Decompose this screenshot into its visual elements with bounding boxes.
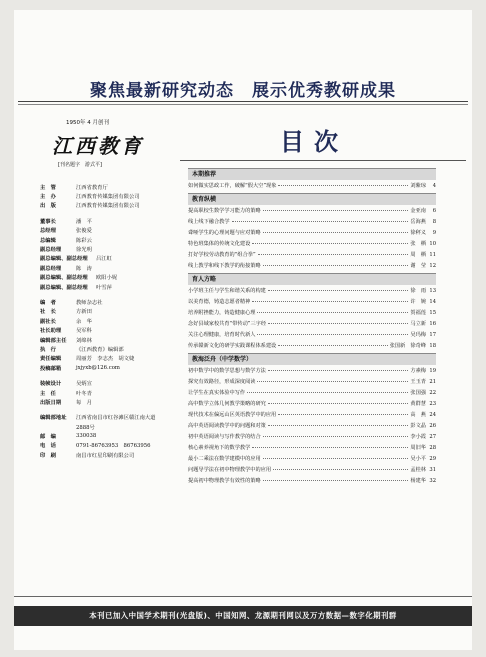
dot-leader [257,311,408,313]
dot-leader [247,391,408,393]
article-title: 特色班集体的传统文化建设 [188,241,251,247]
dot-leader [263,479,409,481]
page-number: 10 [429,240,436,247]
article-author: 高 燕 [410,412,426,418]
article-title: 念好县域家校共育“带传动”三字经 [188,321,267,327]
page-number: 17 [429,331,436,338]
article-title: 高中英语阅读教学中的问题和对策 [188,423,266,429]
toc-entry[interactable] [188,205,436,216]
article-author: 周旧华 [410,445,426,451]
staff-row [40,244,200,253]
staff-name: 刘绵林 [76,337,92,344]
page-number: 28 [429,444,436,451]
toc-section-header: 育人方略 [188,273,436,285]
page-number: 11 [429,251,436,258]
staff-row [40,226,200,235]
staff-name: 方新田 [76,309,92,316]
founded-date: 1950年 4 月创刊 [66,120,109,126]
staff-role: 主 办 [40,194,56,201]
article-author: 吴小平 [410,456,426,462]
dot-leader [232,220,409,222]
article-author: 彭文晶 [410,423,426,429]
toc-entry[interactable] [188,340,436,351]
indexing-notice: 本刊已加入中国学术期刊(光盘版)、中国知网、龙源期刊网以及万方数据—数字化期刊群 [14,606,472,626]
article-author: 谢 莹 [410,263,426,269]
staff-row [40,441,200,450]
staff-role: 社 长 [40,309,56,316]
toc-entry[interactable] [188,227,436,238]
toc-entry[interactable] [188,318,436,329]
article-author: 马立新 [410,321,426,327]
article-author: 吴玛梅 [410,332,426,338]
staff-name: 《江西教育》编辑部 [76,346,124,353]
header-rule [18,101,468,102]
staff-name: 江西省南昌市红谷滩区赣江南大道 [76,415,156,422]
toc-entry[interactable] [188,216,436,227]
page-number: 16 [429,320,436,327]
dot-leader [273,468,408,470]
staff-row [40,307,200,316]
dot-leader [268,424,409,426]
article-title: 线上教学和线下教学的衔接策略 [188,263,261,269]
article-title: 初中数学中的数学思想与数学方法 [188,368,266,374]
page-number: 15 [429,309,436,316]
staff-role: 编辑部地址 [40,415,67,422]
dot-leader [257,380,408,382]
article-author: 岳海燕 [410,219,426,225]
article-title: 以美育德，铸造志愿者精神 [188,299,251,305]
article-title: 提高初中物理教学有效性的策略 [188,478,261,484]
masthead [32,118,172,168]
staff-list [40,182,200,460]
staff-name: 每 月 [76,399,92,406]
staff-role: 副总编辑、副总经理 [40,275,88,282]
staff-role: 副总编辑、副总经理 [40,284,88,291]
staff-row [40,273,200,282]
staff-name: 江西省教育厅 [76,184,108,191]
article-title: 线上线下融合教学 [188,219,230,225]
staff-role: 主 管 [40,184,56,191]
article-title: 核心素养视角下的数学教学 [188,445,251,451]
staff-role: 投稿邮箱 [40,365,62,372]
toc-entry[interactable] [188,376,436,387]
article-author: 王玉青 [410,379,426,385]
staff-name: 南昌市红星印刷有限公司 [76,452,135,459]
article-title: 如何做实思政工作，破解“假大空”现象 [188,183,277,189]
dot-leader [268,289,409,291]
page-number: 29 [429,455,436,462]
dot-leader [278,184,408,186]
staff-name: 江西教育传媒集团有限公司 [76,194,140,201]
staff-role: 电 话 [40,443,56,450]
staff-role: 出 版 [40,203,56,210]
staff-name: 教师杂志社 [76,299,103,306]
toc-entry[interactable] [188,296,436,307]
staff-role: 编 者 [40,299,56,306]
dot-leader [268,369,409,371]
toc-rule [180,160,466,161]
staff-name: 叶冬青 [76,390,92,397]
staff-row [40,335,200,344]
article-title: 现代技术在偏远山区英语教学中的应用 [188,412,277,418]
staff-role: 董事长 [40,218,56,225]
staff-name: 潘 平 [76,218,92,225]
staff-role: 出版日期 [40,399,62,406]
article-title: 提高职校生数学学习能力的策略 [188,208,261,214]
staff-row [40,182,200,191]
footer-rule [14,596,472,597]
staff-row [40,354,200,363]
staff-row [40,325,200,334]
article-author: 张国新 徐奇峰 [389,343,426,349]
toc-entry[interactable] [188,260,436,271]
article-title: 培养附挫能力，铸造健康心理 [188,310,256,316]
staff-row [40,216,200,225]
staff-role: 编辑部主任 [40,337,67,344]
toc-entry[interactable] [188,420,436,431]
staff-role: 邮 编 [40,434,56,441]
toc-entry[interactable] [188,387,436,398]
article-author: 张国强 [410,390,426,396]
staff-role: 装帧设计 [40,381,62,388]
article-author: 杨建华 [410,478,426,484]
staff-row [40,431,200,440]
staff-role: 副社长 [40,318,56,325]
article-title: 最小二乘法在数学建模中的应用 [188,456,261,462]
staff-name: 陈彩云 [76,237,92,244]
dot-leader [278,344,387,346]
toc-title: 目次 [280,127,348,156]
toc-section-header: 本期推荐 [188,168,436,180]
toc-entry[interactable] [188,475,436,486]
staff-row [40,344,200,353]
staff-role: 主 任 [40,390,56,397]
staff-name: 余 华 [76,318,92,325]
article-author: 方素梅 [410,368,426,374]
article-title: 传承赣新文化的研学实践课程体系建设 [188,343,277,349]
page-number: 19 [429,367,436,374]
staff-role: 总编辑 [40,237,56,244]
staff-row [40,201,200,210]
toc-entry[interactable] [188,464,436,475]
staff-row [40,450,200,459]
article-author: 许 婉 [410,299,426,305]
staff-row [40,282,200,291]
toc-entry[interactable] [188,398,436,409]
toc-entry[interactable] [188,409,436,420]
dot-leader [258,253,409,255]
toc-entry[interactable] [188,285,436,296]
staff-name: 0791-86763953 86763956 [76,443,151,450]
staff-name: 陈 涛 [76,265,92,272]
staff-name: 2888号 [76,424,95,431]
staff-row [40,297,200,306]
article-title: 问题导学法在初中物理教学中的应用 [188,467,272,473]
staff-name: 吴军科 [76,328,92,335]
article-title: 探究有效路径，形成深度阅读 [188,379,256,385]
dot-leader [268,402,409,404]
page-number: 21 [429,378,436,385]
dot-leader [278,413,408,415]
page-number: 26 [429,422,436,429]
article-title: 初中英语阅读与写作教学的结合 [188,434,261,440]
article-author: 李小霞 [410,434,426,440]
article-title: 高中数学立体几何教学策略的研究 [188,401,266,407]
article-author: 徐秤义 [410,230,426,236]
staff-role: 总经理 [40,228,56,235]
toc-section-header: 教育纵横 [188,193,436,205]
article-title: 让学生在真实体验中写作 [188,390,246,396]
dot-leader [268,322,408,324]
article-title: 关注心理健康，培育时代新人 [188,332,256,338]
staff-name: 江西教育传媒集团有限公司 [76,203,140,210]
staff-name: 欧阳小妮 [96,275,118,282]
page-number: 12 [429,262,436,269]
toc-entry[interactable] [188,238,436,249]
page-number: 27 [429,433,436,440]
staff-role: 责任编辑 [40,356,62,363]
staff-row [40,263,200,272]
toc-entry[interactable] [188,442,436,453]
page-number: 24 [429,411,436,418]
staff-row [40,363,200,372]
article-author: 刘紫琼 [410,183,426,189]
staff-role: 副总经理 [40,265,62,272]
page-number: 18 [429,342,436,349]
staff-name: 叶雪萍 [96,284,112,291]
page-number: 9 [432,229,436,236]
toc-entry[interactable] [188,329,436,340]
staff-row [40,254,200,263]
article-title: 聋哑学生的心理问题与应对策略 [188,230,261,236]
article-author: 周 栖 [410,252,426,258]
staff-role: 副总编辑、副总经理 [40,256,88,263]
page-number: 13 [429,287,436,294]
header-rule-thin [18,104,468,105]
page-number: 14 [429,298,436,305]
staff-name: 吕江虹 [96,256,112,263]
slogan: 聚焦最新研究动态 展示优秀教研成果 [90,81,396,101]
page-number: 32 [429,477,436,484]
dot-leader [252,300,408,302]
magazine-title: 江西教育 [52,134,144,158]
title-credit: [刊名题字 游式平] [58,162,102,168]
page-number: 31 [429,466,436,473]
toc-entry[interactable] [188,453,436,464]
dot-leader [252,446,408,448]
page-number: 22 [429,389,436,396]
dot-leader [263,231,409,233]
toc-entry[interactable] [188,431,436,442]
staff-name: 张俊爱 [76,228,92,235]
dot-leader [263,457,409,459]
article-author: 黄群慧 [410,401,426,407]
staff-role: 副总经理 [40,247,62,254]
dot-leader [252,242,408,244]
page-number: 8 [432,218,436,225]
page-number: 6 [432,207,436,214]
staff-name: jxjyxb@126.com [76,364,120,371]
staff-role: 执 行 [40,346,56,353]
article-author: 徐 雨 [410,288,426,294]
article-author: 张 栖 [410,241,426,247]
dot-leader [263,209,409,211]
staff-row [40,413,200,422]
page-number: 23 [429,400,436,407]
staff-row [40,397,200,406]
staff-row [40,316,200,325]
toc-entry[interactable] [188,180,436,191]
staff-row [40,422,200,431]
staff-name: 徐光明 [76,247,92,254]
staff-row [40,378,200,387]
dot-leader [263,264,409,266]
staff-row [40,191,200,200]
dot-leader [257,333,408,335]
table-of-contents [188,166,436,486]
staff-role: 社长助理 [40,328,62,335]
article-title: 小学班主任与学生和谐关系的构建 [188,288,266,294]
article-title: 打好学校劳动教育的“组合拳” [188,252,256,258]
staff-name: 周丽芳 李志杰 胡文婕 [76,356,135,363]
toc-entry[interactable] [188,307,436,318]
article-author: 孟桂林 [410,467,426,473]
staff-name: 330038 [76,433,97,440]
staff-row [40,235,200,244]
toc-entry[interactable] [188,249,436,260]
toc-entry[interactable] [188,365,436,376]
staff-name: 吴炳宣 [76,381,92,388]
staff-row [40,388,200,397]
page-number: 4 [432,182,436,189]
article-author: 金亚南 [410,208,426,214]
toc-section-header: 教海泛舟（中学数学） [188,353,436,365]
article-author: 贺福莲 [410,310,426,316]
staff-role: 印 刷 [40,452,56,459]
dot-leader [263,435,409,437]
